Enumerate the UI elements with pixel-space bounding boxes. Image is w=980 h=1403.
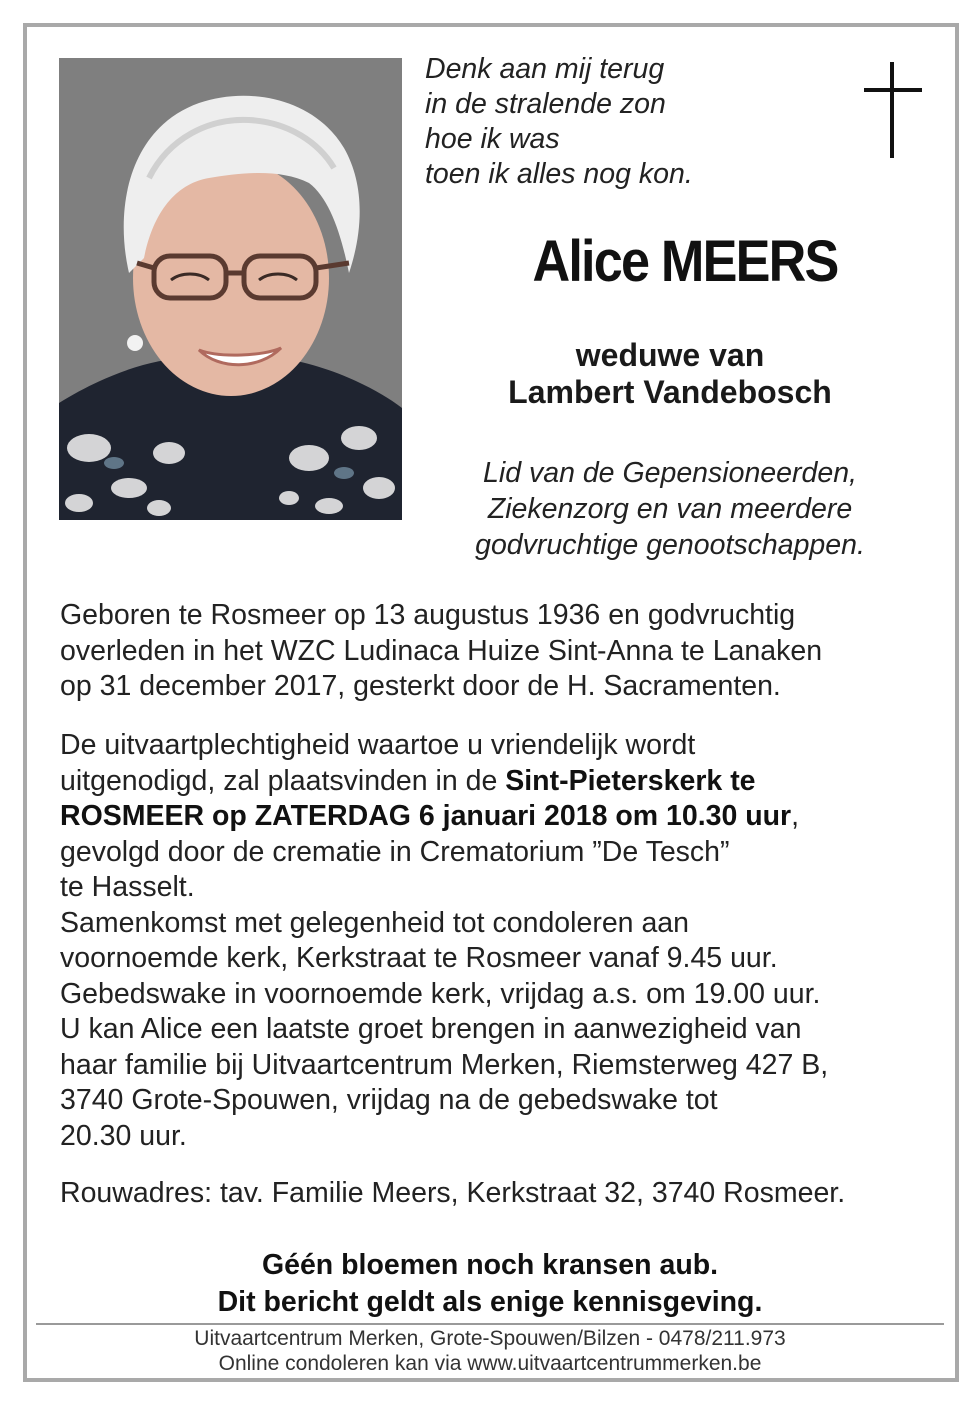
deceased-name: Alice MEERS <box>532 229 838 294</box>
closing-notice <box>0 1247 980 1321</box>
text-line <box>60 764 940 800</box>
text-line: U kan Alice een laatste groet brengen in aanwezigheid van <box>60 1013 802 1045</box>
ceremony-paragraph <box>60 728 940 1154</box>
text-line: Samenkomst met gelegenheid tot condoleren aan <box>60 906 689 939</box>
text-segment: uitgenodigd, zal plaatsvinden in de <box>60 764 506 797</box>
poem-line: in de stralende zon <box>425 88 666 120</box>
membership-line: godvruchtige genootschappen. <box>475 529 865 561</box>
text-line: te Hasselt. <box>60 871 195 903</box>
spouse-name: Lambert Vandebosch <box>508 374 832 410</box>
footer-contact: Uitvaartcentrum Merken, Grote-Spouwen/Bilzen - 0478/211.973 <box>194 1327 786 1350</box>
text-line: 3740 Grote-Spouwen, vrijdag na de gebedswake tot <box>60 1084 718 1116</box>
text-line: Geboren te Rosmeer op 13 augustus 1936 en godvruchtig <box>60 599 796 631</box>
memorial-poem <box>425 52 693 192</box>
spouse-block <box>455 337 885 411</box>
notice-line: Géén bloemen noch kransen aub. <box>261 1249 719 1281</box>
text-segment: , <box>791 800 800 832</box>
text-line: op 31 december 2017, gesterkt door de H. Sacramenten. <box>60 670 781 702</box>
footer <box>0 1326 980 1376</box>
membership-line: Ziekenzorg en van meerdere <box>487 493 853 525</box>
text-line: 20.30 uur. <box>60 1119 187 1152</box>
poem-line: hoe ik was <box>425 123 560 155</box>
mourning-address <box>60 1176 940 1212</box>
text-line: voornoemde kerk, Kerkstraat te Rosmeer vanaf 9.45 uur. <box>60 942 778 974</box>
church-name: Sint-Pieterskerk te <box>505 764 756 797</box>
membership-line: Lid van de Gepensioneerden, <box>483 457 857 489</box>
footer-website: Online condoleren kan via www.uitvaartcentrummerken.be <box>218 1352 762 1375</box>
text-line: Gebedswake in voornoemde kerk, vrijdag a.s. om 19.00 uur. <box>60 977 821 1010</box>
text-line <box>60 799 940 835</box>
text-line: Rouwadres: tav. Familie Meers, Kerkstraat 32, 3740 Rosmeer. <box>60 1177 846 1209</box>
text-line: De uitvaartplechtigheid waartoe u vriendelijk wordt <box>60 729 696 761</box>
portrait-photo <box>59 58 402 520</box>
ceremony-date: ROSMEER op ZATERDAG 6 januari 2018 om 10.30 uur <box>60 800 792 832</box>
notice-line: Dit bericht geldt als enige kennisgeving. <box>217 1286 763 1318</box>
text-line: haar familie bij Uitvaartcentrum Merken, Riemsterweg 427 B, <box>60 1048 829 1081</box>
text-line: overleden in het WZC Ludinaca Huize Sint-Anna te Lanaken <box>60 634 823 667</box>
footer-divider <box>36 1323 944 1325</box>
poem-line: Denk aan mij terug <box>425 53 665 85</box>
poem-line: toen ik alles nog kon. <box>425 158 693 190</box>
spouse-intro: weduwe van <box>575 337 765 373</box>
cross-icon <box>864 62 922 158</box>
birth-death-paragraph <box>60 598 940 705</box>
memberships-block <box>440 455 900 563</box>
text-line: gevolgd door de crematie in Crematorium ”De Tesch” <box>60 835 730 868</box>
